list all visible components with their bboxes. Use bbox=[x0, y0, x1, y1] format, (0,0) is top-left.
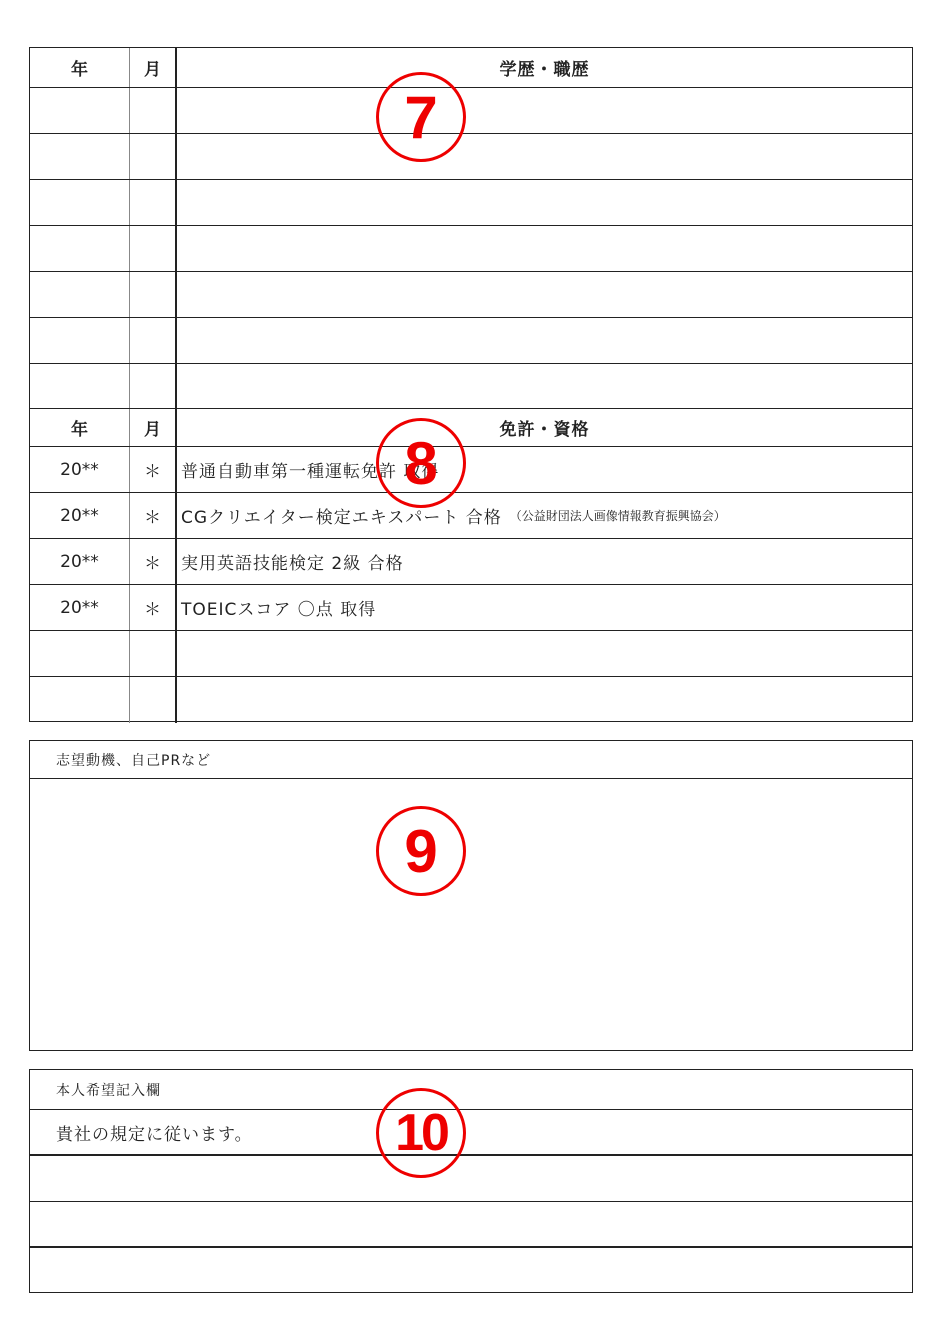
education-header-year: 年 bbox=[30, 48, 130, 87]
request-line[interactable] bbox=[30, 1202, 912, 1248]
year-cell[interactable] bbox=[30, 318, 130, 363]
license-header bbox=[30, 409, 912, 447]
license-note: （公益財団法人画像情報教育振興協会） bbox=[509, 509, 726, 523]
table-row[interactable] bbox=[30, 631, 912, 677]
content-cell[interactable] bbox=[177, 585, 912, 630]
month-cell[interactable] bbox=[130, 318, 177, 363]
year-cell[interactable]: 20** bbox=[30, 585, 130, 630]
month-cell[interactable] bbox=[130, 677, 177, 723]
license-name: 普通自動車第一種運転免許 取得 bbox=[181, 462, 440, 482]
content-cell[interactable] bbox=[177, 539, 912, 584]
marker-10: 10 bbox=[376, 1088, 466, 1178]
table-row[interactable] bbox=[30, 180, 912, 226]
month-cell[interactable]: ＊ bbox=[130, 447, 177, 492]
content-cell[interactable] bbox=[177, 677, 912, 723]
month-cell[interactable] bbox=[130, 272, 177, 317]
request-line-text[interactable]: 貴社の規定に従います。 bbox=[56, 1124, 253, 1145]
table-row[interactable] bbox=[30, 447, 912, 493]
motivation-body[interactable] bbox=[30, 779, 912, 1050]
table-row[interactable] bbox=[30, 272, 912, 318]
year-cell[interactable] bbox=[30, 677, 130, 723]
content-cell[interactable] bbox=[177, 272, 912, 317]
content-cell[interactable] bbox=[177, 631, 912, 676]
month-cell[interactable] bbox=[130, 631, 177, 676]
month-cell[interactable]: ＊ bbox=[130, 539, 177, 584]
table-row[interactable] bbox=[30, 226, 912, 272]
motivation-box bbox=[29, 740, 913, 1051]
year-cell[interactable] bbox=[30, 134, 130, 179]
table-row[interactable] bbox=[30, 134, 912, 180]
education-table bbox=[29, 47, 913, 409]
month-cell[interactable] bbox=[130, 226, 177, 271]
table-row[interactable] bbox=[30, 88, 912, 134]
content-cell[interactable] bbox=[177, 493, 912, 538]
license-name: CGクリエイター検定エキスパート 合格 bbox=[181, 508, 502, 528]
table-row[interactable] bbox=[30, 539, 912, 585]
year-cell[interactable] bbox=[30, 180, 130, 225]
license-header-year: 年 bbox=[30, 409, 130, 446]
month-cell[interactable]: ＊ bbox=[130, 585, 177, 630]
table-row[interactable] bbox=[30, 677, 912, 723]
content-cell[interactable] bbox=[177, 88, 912, 133]
table-row[interactable] bbox=[30, 585, 912, 631]
requests-box bbox=[29, 1069, 913, 1293]
requests-label: 本人希望記入欄 bbox=[56, 1082, 161, 1099]
year-cell[interactable]: 20** bbox=[30, 539, 130, 584]
month-cell[interactable] bbox=[130, 364, 177, 410]
content-cell[interactable] bbox=[177, 447, 912, 492]
license-header-month: 月 bbox=[130, 409, 177, 446]
requests-header bbox=[30, 1070, 912, 1110]
motivation-label: 志望動機、自己PRなど bbox=[56, 752, 212, 769]
education-header-month: 月 bbox=[130, 48, 177, 87]
month-cell[interactable] bbox=[130, 134, 177, 179]
marker-7: 7 bbox=[376, 72, 466, 162]
year-cell[interactable] bbox=[30, 226, 130, 271]
marker-8: 8 bbox=[376, 418, 466, 508]
request-line[interactable] bbox=[30, 1110, 912, 1156]
content-cell[interactable] bbox=[177, 180, 912, 225]
table-row[interactable] bbox=[30, 318, 912, 364]
content-cell[interactable] bbox=[177, 318, 912, 363]
license-name: TOEICスコア 〇点 取得 bbox=[181, 600, 377, 620]
year-cell[interactable] bbox=[30, 631, 130, 676]
month-cell[interactable] bbox=[130, 88, 177, 133]
marker-9: 9 bbox=[376, 806, 466, 896]
motivation-header bbox=[30, 741, 912, 779]
month-cell[interactable] bbox=[130, 180, 177, 225]
table-row[interactable] bbox=[30, 493, 912, 539]
license-header-title: 免許・資格 bbox=[499, 420, 590, 440]
license-name: 実用英語技能検定 2級 合格 bbox=[181, 554, 404, 574]
request-line[interactable] bbox=[30, 1156, 912, 1202]
request-line[interactable] bbox=[30, 1248, 912, 1294]
license-table bbox=[29, 408, 913, 722]
content-cell[interactable] bbox=[177, 134, 912, 179]
year-cell[interactable] bbox=[30, 272, 130, 317]
year-cell[interactable]: 20** bbox=[30, 493, 130, 538]
month-cell[interactable]: ＊ bbox=[130, 493, 177, 538]
year-cell[interactable] bbox=[30, 88, 130, 133]
education-header bbox=[30, 48, 912, 88]
education-header-title: 学歴・職歴 bbox=[499, 60, 590, 80]
year-cell[interactable]: 20** bbox=[30, 447, 130, 492]
year-cell[interactable] bbox=[30, 364, 130, 410]
table-row[interactable] bbox=[30, 364, 912, 410]
content-cell[interactable] bbox=[177, 364, 912, 410]
content-cell[interactable] bbox=[177, 226, 912, 271]
